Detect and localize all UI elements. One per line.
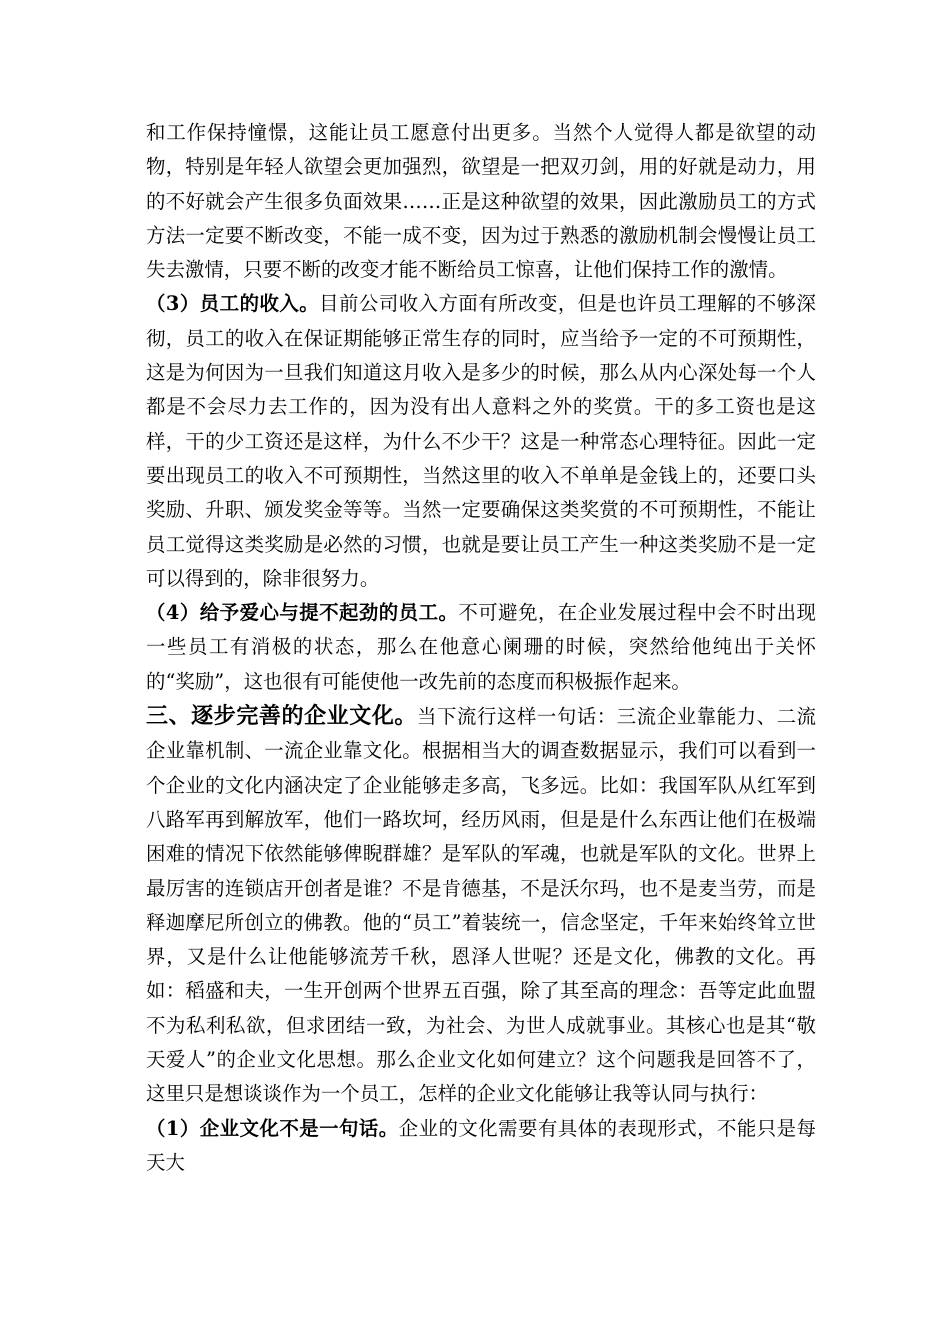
paragraph-employee-income [146, 287, 816, 596]
text-care-for-employees: 不可避免，在企业发展过程中会不时出现一些员工有消极的状态，那么在他意心阑珊的时候，突然给他纯出于关怀的“奖励”，这也很有可能使他一改先前的态度而积极振作起来。 [146, 601, 817, 693]
heading-corporate-culture: 三、逐步完善的企业文化。 [146, 703, 418, 730]
paragraph-care-for-employees [146, 596, 816, 699]
paragraph-incentive-continued: 和工作保持憧憬，这能让员工愿意付出更多。当然个人觉得人都是欲望的动物，特别是年轻人欲望会更加强烈，欲望是一把双刃剑，用的好就是动力，用的不好就会产生很多负面效果……正是这种欲望的效果，因此激励员工的方式方法一定要不断改变，不能一成不变，因为过于熟悉的激励机制会慢慢让员工失去激情，只要不断的改变才能不断给员工惊喜，让他们保持工作的激情。 [146, 121, 816, 282]
heading-care-for-employees: （4）给予爱心与提不起劲的员工。 [146, 601, 459, 625]
text-corporate-culture: 当下流行这样一句话：三流企业靠能力、二流企业靠机制、一流企业靠文化。根据相当大的调查数据显示，我们可以看到一个企业的文化内涵决定了企业能够走多高，飞多远。比如：我国军队从红军到八路军再到解放军，他们一路坎坷，经历风雨，但是是什么东西让他们在极端困难的情况下依然能够俾睨群雄？是军队的军魂，也就是军队的文化。世界上最厉害的连锁店开创者是谁？不是肯德基，不是沃尔玛，也不是麦当劳，而是释迦摩尼所创立的佛教。他的“员工”着装统一，信念坚定，千年来始终耸立世界，又是什么让他能够流芳千秋，恩泽人世呢？还是文化，佛教的文化。再如：稻盛和夫，一生开创两个世界五百强，除了其至高的理念：吾等定此血盟不为私利私欲，但求团结一致，为社会、为世人成就事业。其核心也是其“敬天爱人”的企业文化思想。那么企业文化如何建立？这个问题我是回答不了，这里只是想谈谈作为一个员工，怎样的企业文化能够让我等认同与执行： [146, 705, 817, 1106]
heading-employee-income: （3）员工的收入。 [146, 292, 320, 316]
text-employee-income: 目前公司收入方面有所改变，但是也许员工理解的不够深彻，员工的收入在保证期能够正常生存的同时，应当给予一定的不可预期性，这是为何因为一旦我们知道这月收入是多少的时候，那么从内心深处每一个人都是不会尽力去工作的，因为没有出人意料之外的奖赏。干的多工资也是这样，干的少工资还是这样，为什么不少干？这是一种常态心理特征。因此一定要出现员工的收入不可预期性，当然这里的收入不单单是金钱上的，还要口头奖励、升职、颁发奖金等等。当然一定要确保这类奖赏的不可预期性，不能让员工觉得这类奖励是必然的习惯，也就是要让员工产生一种这类奖励不是一定可以得到的，除非很努力。 [146, 292, 816, 590]
document-body [146, 116, 816, 1180]
heading-culture-not-slogan: （1）企业文化不是一句话。 [146, 1116, 399, 1140]
paragraph-corporate-culture [146, 699, 816, 1112]
text-culture-not-slogan: 企业的文化需要有具体的表现形式，不能只是每天大 [146, 1116, 816, 1174]
paragraph-culture-not-slogan [146, 1112, 816, 1181]
